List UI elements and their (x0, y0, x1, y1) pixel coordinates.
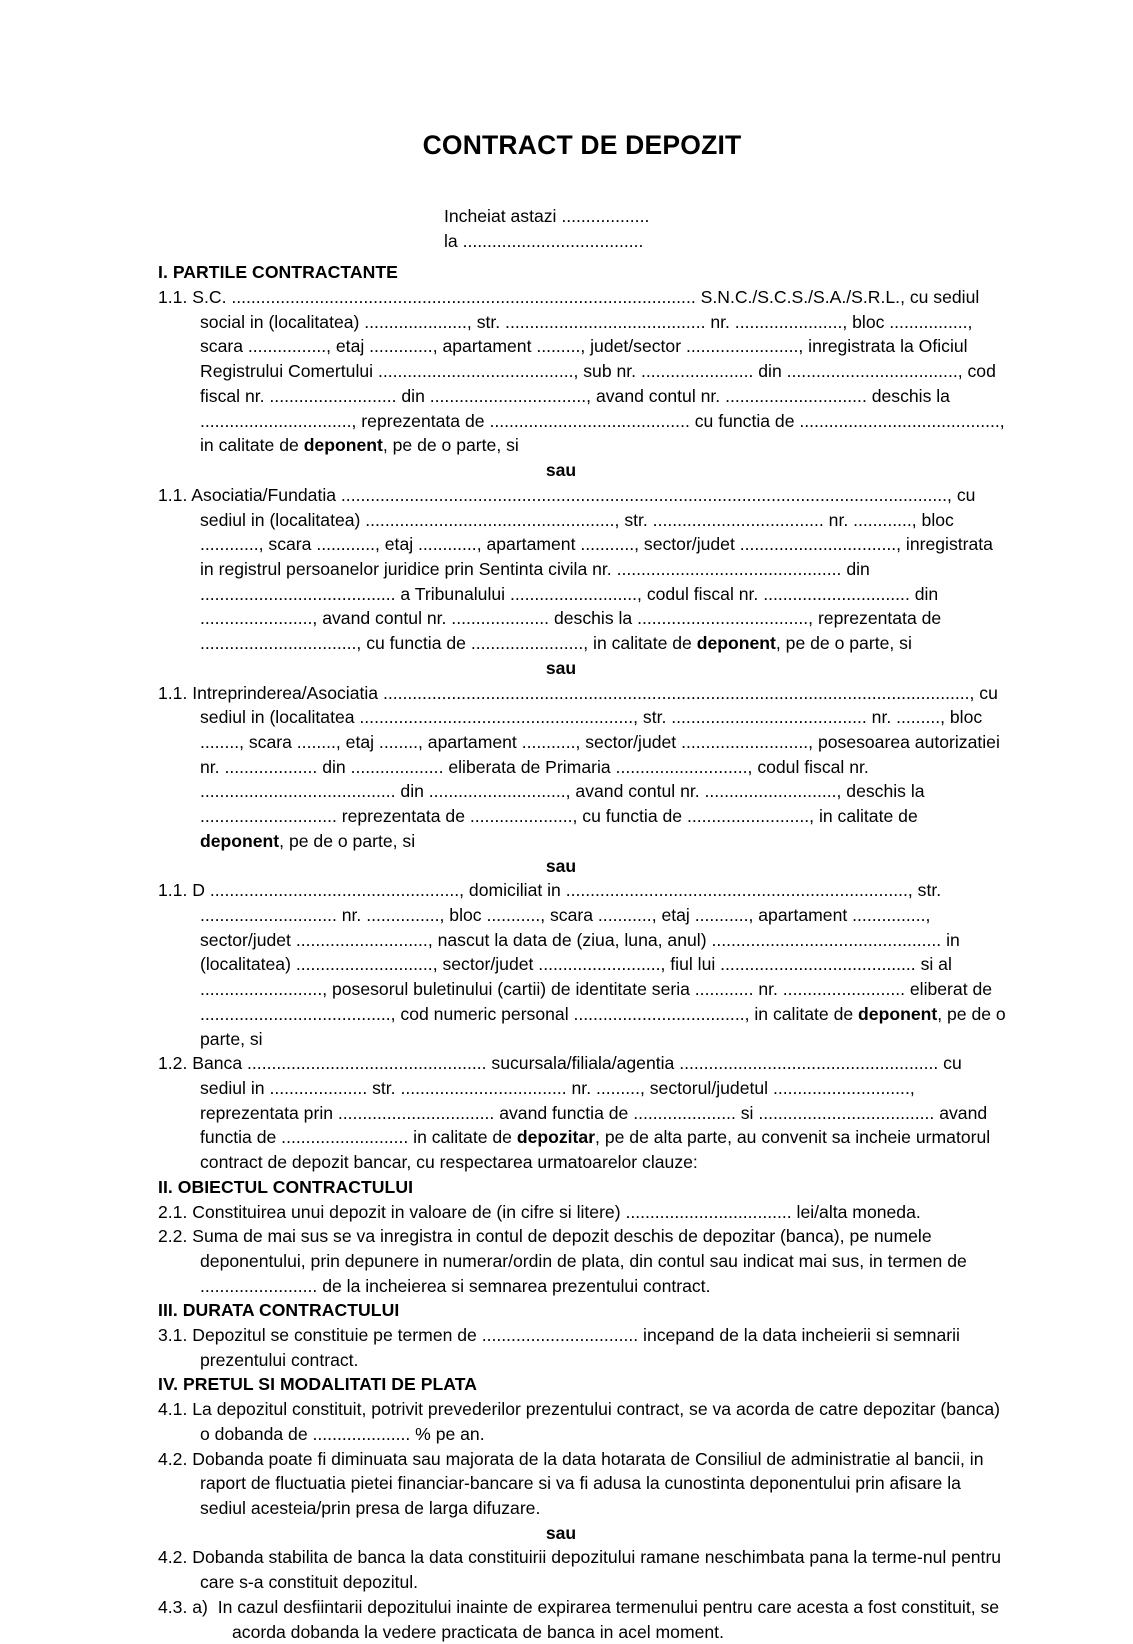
alternative-separator-1: sau (545, 460, 577, 481)
clause-2-1 (158, 1200, 1006, 1225)
preamble-line-place: la ..................................... (444, 231, 644, 252)
clause-number: 4.2. (158, 1448, 188, 1469)
clause-text: Intreprinderea/Asociatia ........................................................................................................................, cu sediul in (localitatea ........................................................, str. ........................................ nr. ........., bloc ........, scara ........, etaj ........, apartament ..........., sector/judet .........................., posesoarea autorizatiei nr. ................... din ................... eliberata de Primaria ..........................., codul fiscal nr. ........................................ din ............................, avand contul nr. ..........................., deschis la ............................ reprezentata de ....................., cu functia de ........................., in calitate de (192, 682, 1000, 827)
clause-text: Dobanda stabilita de banca la data constituirii depozitului ramane neschimbata pana la terme-nul pentru care s-a constituit depozitul. (192, 1547, 1002, 1593)
clause-text-tail: , pe de alta parte, au convenit sa incheie urmatorul contract de depozit bancar, cu respectarea urmatoarelor clauze: (200, 1127, 991, 1173)
clause-text-tail: , pe de o parte, si (200, 1003, 1006, 1049)
clause-keyword-deponent: deponent (696, 633, 776, 654)
section-heading-ii: II. OBIECTUL CONTRACTULUI (158, 1176, 414, 1197)
clause-number: 4.3. (158, 1596, 188, 1617)
clause-1-1-intreprinderea (158, 681, 1006, 854)
clause-number: 4.2. (158, 1547, 188, 1568)
alternative-separator-3: sau (545, 855, 577, 876)
section-heading-iv: IV. PRETUL SI MODALITATI DE PLATA (158, 1374, 477, 1395)
clause-sub-label: a) (192, 1596, 208, 1617)
clause-1-1-persoana-fizica (158, 878, 1006, 1051)
clause-text: Suma de mai sus se va inregistra in contul de depozit deschis de depozitar (banca), pe numele deponentului, prin depunere in numerar/ordin de plata, din contul sau indicat mai sus, in termen de ........................ de la incheierea si semnarea prezentului contract. (192, 1226, 967, 1296)
clause-number: 1.1. (158, 880, 188, 901)
clause-1-1-sc (158, 285, 1006, 458)
section-heading-iii: III. DURATA CONTRACTULUI (158, 1300, 400, 1321)
clause-number: 1.1. (158, 287, 188, 308)
clause-text: Depozitul se constituie pe termen de ................................ incepand de la data incheierii si semnarii prezentului contract. (192, 1325, 960, 1370)
clause-space (208, 1597, 218, 1617)
clause-4-2-a (158, 1447, 1006, 1521)
document-content (158, 0, 1006, 1644)
clause-keyword-deponent: deponent (303, 435, 383, 456)
clause-number: 2.2. (158, 1226, 188, 1247)
clause-4-3-a (158, 1595, 1006, 1644)
clause-keyword-deponent: deponent (200, 830, 280, 851)
clause-number: 1.2. (158, 1053, 188, 1074)
clause-text: Asociatia/Fundatia ............................................................................................................................, cu sediul in (localitatea) ..................................................., str. ................................... nr. ............, bloc ............, scara ............, etaj ............, apartament ..........., sector/judet ................................, inregistrata in registrul persoanelor juridice prin Sentinta civila nr. .............................................. din ........................................ a Tribunalului .........................., codul fiscal nr. .............................. din ......................., avand contul nr. .................... deschis la ..................................., reprezentata de ................................, cu functia de ......................., in calitate de (191, 484, 993, 654)
clause-number: 1.1. (158, 484, 188, 505)
clause-text: In cazul desfiintarii depozitului inainte de expirarea termenului pentru care acesta a fost constituit, se acorda dobanda la vedere practicata de banca in acel moment. (217, 1596, 1000, 1642)
clause-text: Banca ................................................. sucursala/filiala/agentia ..................................................... cu sediul in .................... str. .................................. nr. ........., sectorul/judetul ............................, reprezentata prin ................................ avand functia de ..................... si .................................... avand functia de .......................... in calitate de (192, 1053, 988, 1148)
clause-text: Dobanda poate fi diminuata sau majorata de la data hotarata de Consiliul de administratie al bancii, in raport de fluctuatia pietei financiar-bancare si va fi adusa la cunostinta deponentului prin afisare la sediul acesteia/prin presa de larga difuzare. (192, 1448, 984, 1518)
alternative-separator-2: sau (545, 657, 577, 678)
clause-text-tail: , pe de o parte, si (382, 435, 519, 456)
clause-1-1-asociatia (158, 483, 1006, 656)
clause-text: La depozitul constituit, potrivit prevederilor prezentului contract, se va acorda de catre depozitar (banca) o dobanda de .................... % pe an. (192, 1399, 1001, 1444)
clause-3-1 (158, 1323, 1006, 1372)
preamble-line-date: Incheiat astazi .................. (444, 206, 650, 227)
clause-keyword-deponent: deponent (858, 1003, 938, 1024)
clause-2-2 (158, 1224, 1006, 1298)
clause-keyword-depozitar: depozitar (516, 1127, 596, 1148)
clause-number: 3.1. (158, 1325, 188, 1346)
clause-text-tail: , pe de o parte, si (279, 830, 416, 851)
alternative-separator-4: sau (545, 1522, 577, 1543)
section-heading-i: I. PARTILE CONTRACTANTE (158, 262, 398, 283)
clause-number: 4.1. (158, 1399, 188, 1420)
clause-number: 2.1. (158, 1201, 188, 1222)
clause-4-1 (158, 1397, 1006, 1446)
clause-text: D ..................................................., domiciliat in ......................................................................, str. ............................ nr. ..............., bloc ..........., scara ..........., etaj ..........., apartament ..............., sector/judet ..........................., nascut la data de (ziua, luna, anul) ............................................... in (localitatea) ............................, sector/judet ........................., fiul lui ........................................ si al ........................., posesorul buletinului (cartii) de identitate seria ............ nr. ......................... eliberat de ......................................., cod numeric personal ..................................., in calitate de (192, 880, 993, 1024)
clause-text: S.C. ............................................................................................... S.N.C./S.C.S./S.A./S.R.L., cu sediul social in (localitatea) ....................., str. ......................................... nr. ......................, bloc ................, scara ................, etaj ............., apartament ........., judet/sector ......................., inregistrata la Oficiul Registrului Comertului ........................................, sub nr. ....................... din ..................................., cod fiscal nr. .......................... din ................................, avand contul nr. ............................. deschis la ..............................., reprezentata de ......................................... cu functia de ........................................., in calitate de (192, 287, 1005, 456)
clause-4-2-b (158, 1545, 1006, 1594)
clause-number: 1.1. (158, 682, 188, 703)
page-title: CONTRACT DE DEPOZIT (422, 130, 742, 160)
clause-text-tail: , pe de o parte, si (775, 633, 912, 654)
clause-text: Constituirea unui depozit in valoare de (in cifre si litere) .................................. lei/alta moneda. (192, 1201, 921, 1222)
preamble-block (158, 204, 1006, 254)
clause-1-2-banca (158, 1051, 1006, 1175)
